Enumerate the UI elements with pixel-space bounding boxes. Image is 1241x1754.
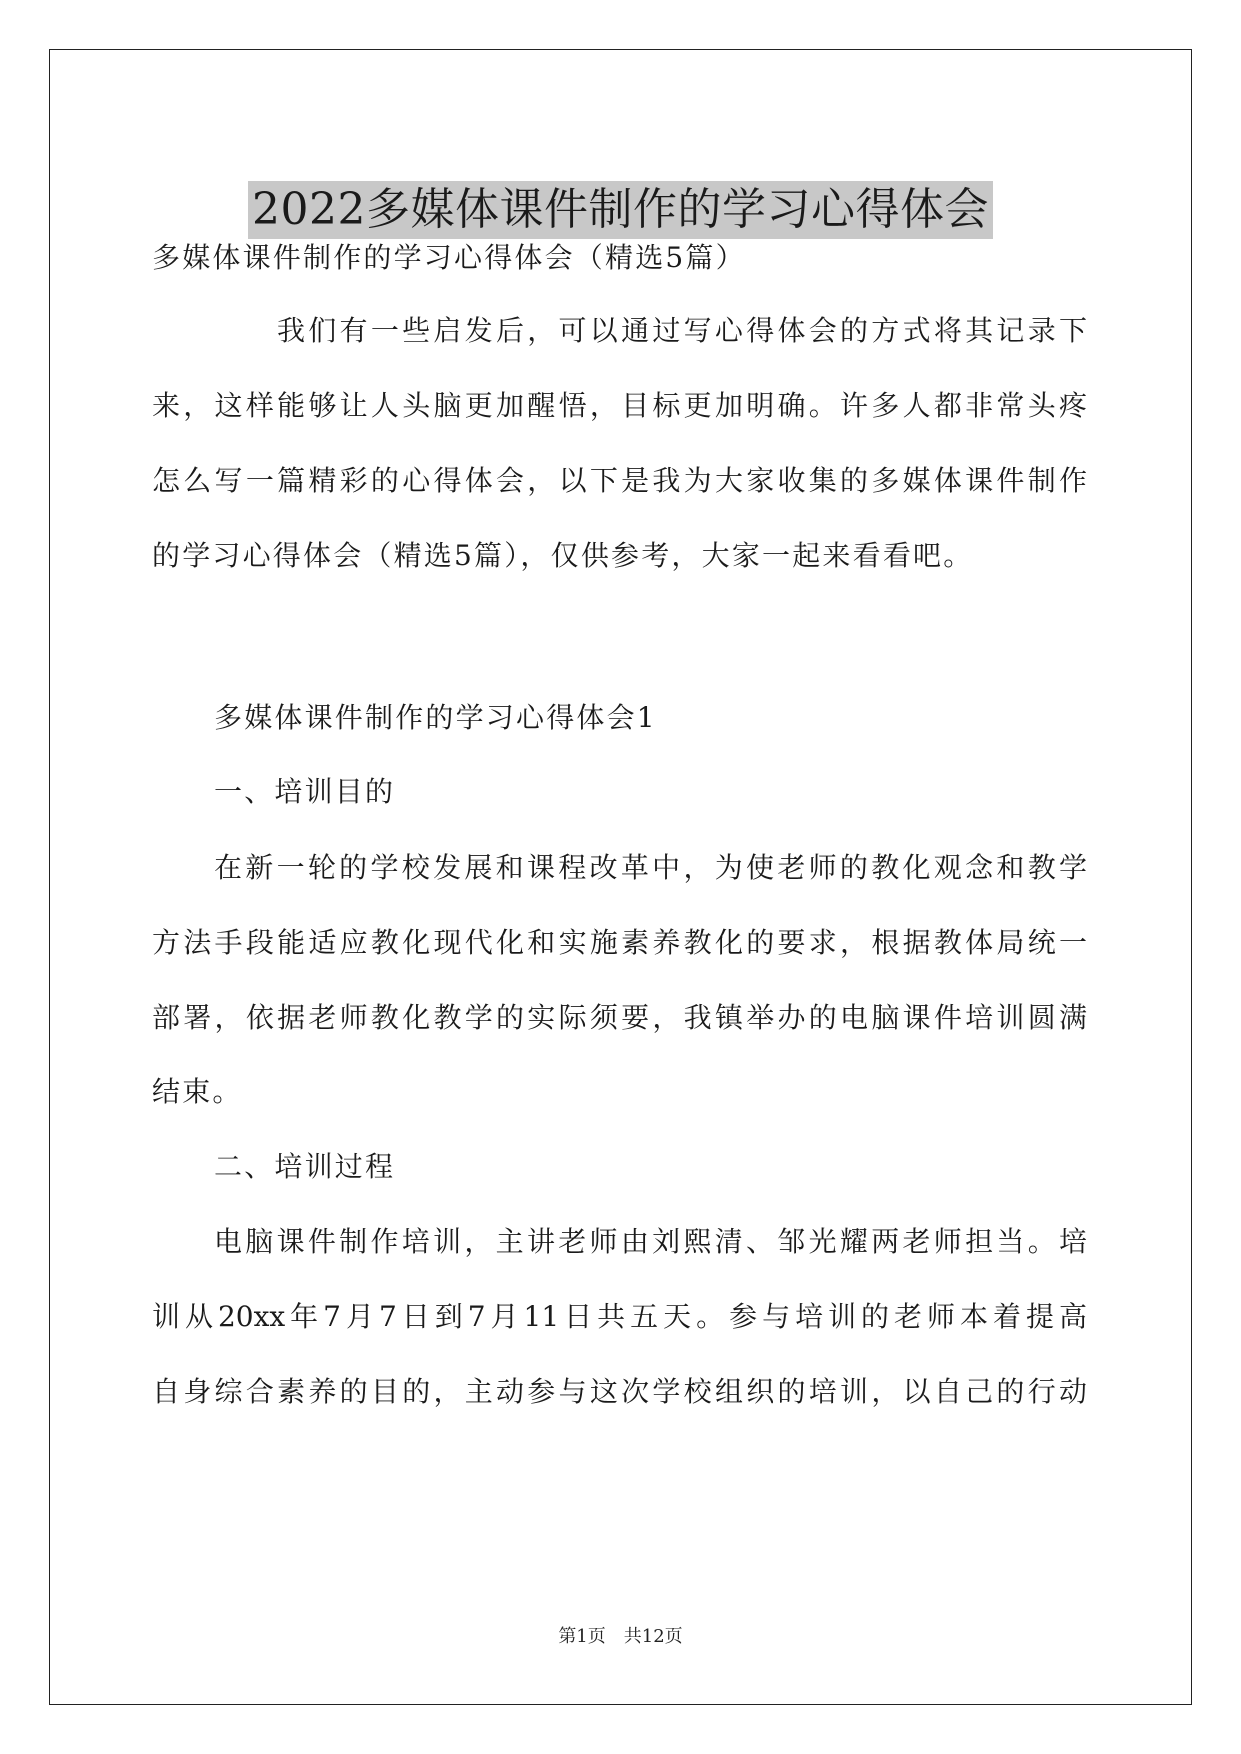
para1-line-1: 在新一轮的学校发展和课程改革中，为使老师的教化观念和教学 <box>214 851 1087 884</box>
para1-line-2: 方法手段能适应教化现代化和实施素养教化的要求，根据教体局统一 <box>152 926 1087 959</box>
para2-line-2: 训从20xx年7月7日到7月11日共五天。参与培训的老师本着提高 <box>152 1300 1087 1333</box>
document-subtitle: 多媒体课件制作的学习心得体会（精选5篇） <box>152 241 746 274</box>
heading-training-purpose: 一、培训目的 <box>214 775 396 808</box>
para1-line-3: 部署，依据老师教化教学的实际须要，我镇举办的电脑课件培训圆满 <box>152 1001 1087 1034</box>
intro-line-2: 来，这样能够让人头脑更加醒悟，目标更加明确。许多人都非常头疼 <box>152 389 1087 422</box>
para1-line-4: 结束。 <box>152 1075 243 1108</box>
intro-line-1: 我们有一些启发后，可以通过写心得体会的方式将其记录下 <box>277 314 1087 347</box>
intro-line-4: 的学习心得体会（精选5篇），仅供参考，大家一起来看看吧。 <box>152 539 974 572</box>
section-heading: 多媒体课件制作的学习心得体会1 <box>214 701 657 734</box>
para2-line-1: 电脑课件制作培训，主讲老师由刘熙清、邹光耀两老师担当。培 <box>214 1225 1087 1258</box>
para2-line-3: 自身综合素养的目的，主动参与这次学校组织的培训，以自己的行动 <box>152 1375 1087 1408</box>
page-footer: 第1页 共12页 <box>558 1626 683 1647</box>
intro-line-3: 怎么写一篇精彩的心得体会，以下是我为大家收集的多媒体课件制作 <box>152 464 1087 497</box>
heading-training-process: 二、培训过程 <box>214 1150 396 1183</box>
document-title: 2022多媒体课件制作的学习心得体会 <box>248 181 993 239</box>
